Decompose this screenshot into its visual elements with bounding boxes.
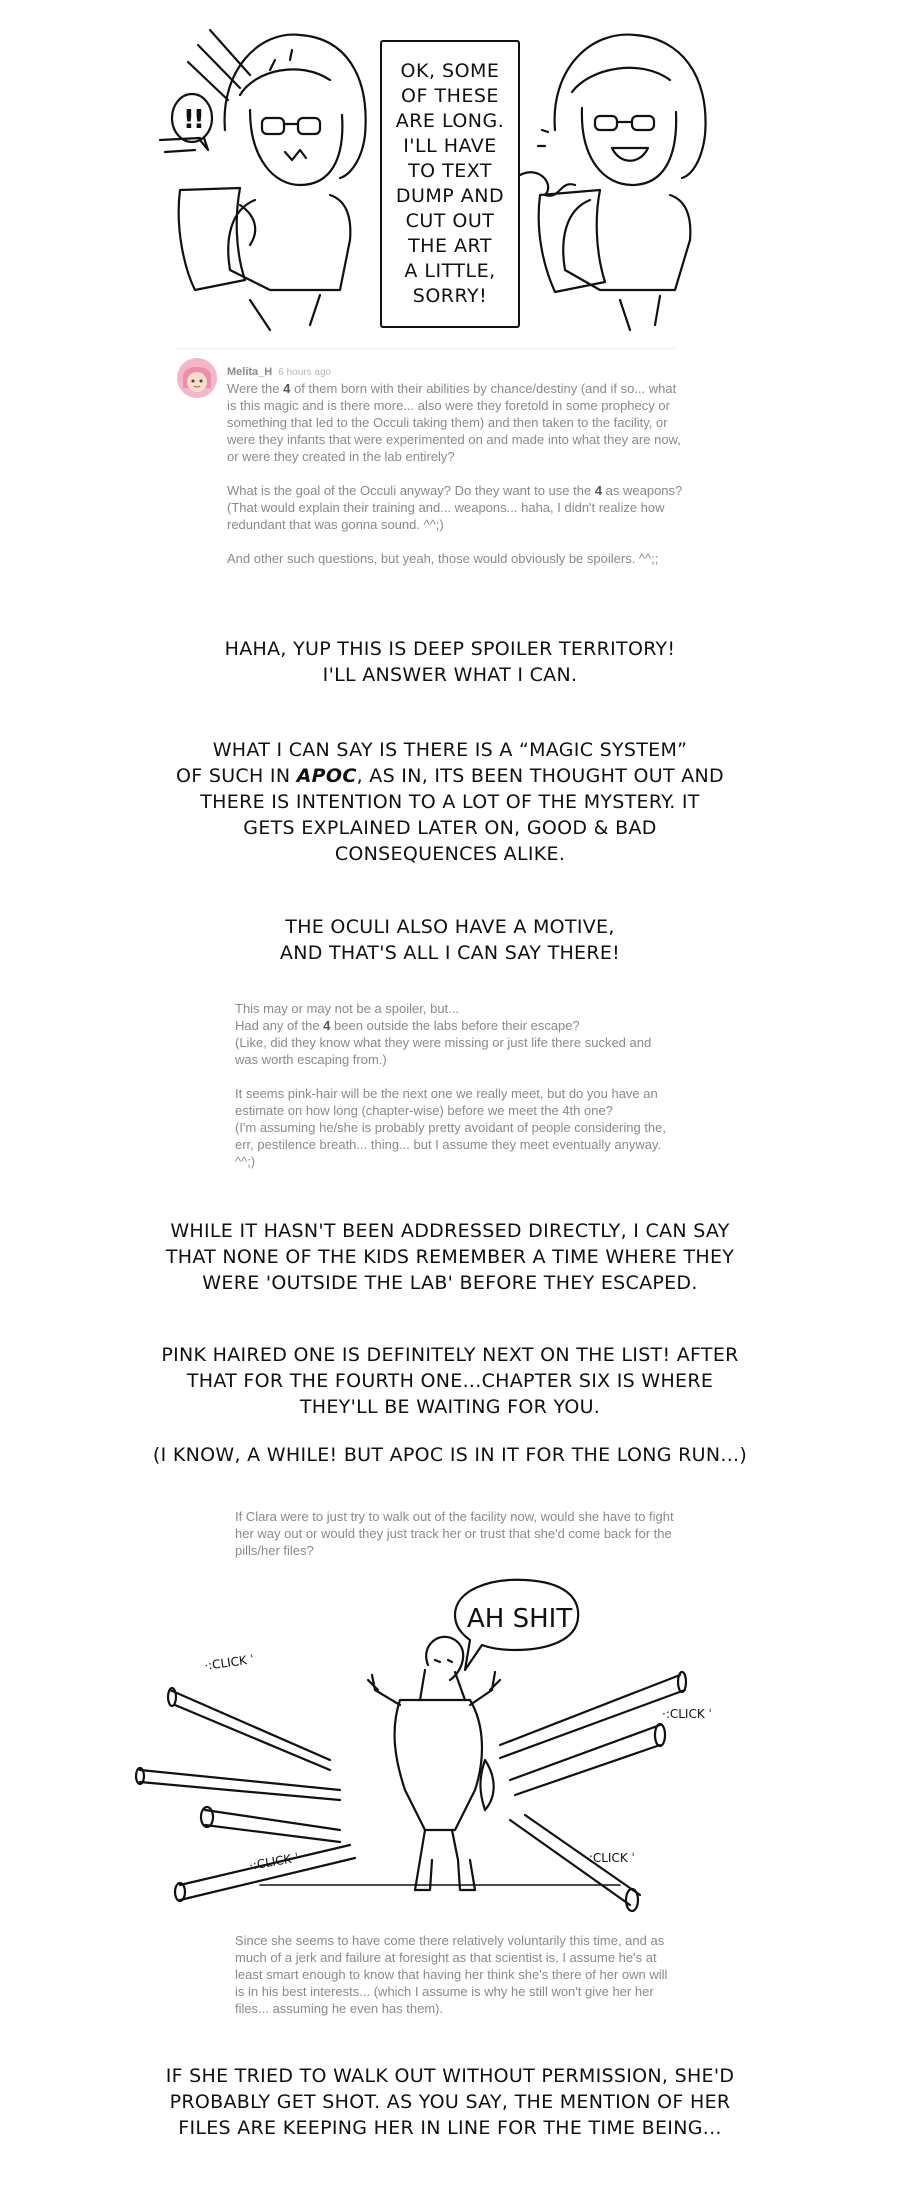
comment-4-text: Since she seems to have come there relatively voluntarily this time, and as much of a jerk and failure at foresight as that scientist is, I assume he's at least smart enough to know that having her think she's there of her own will is in his best interests... (which I assume is why he still won't give her her files... assuming he even has them). [235, 1933, 668, 2016]
answer-6 [80, 2063, 820, 2141]
click-sfx-3: ·:CLICK ˈ [248, 1850, 300, 1873]
answer-text: , AS IN, ITS BEEN THOUGHT OUT AND [356, 765, 724, 787]
answer-line: THE OCULI ALSO HAVE A MOTIVE, [285, 916, 615, 938]
answer-line: WHAT I CAN SAY IS THERE IS A “MAGIC SYSTEM” [212, 739, 688, 761]
answer-line: CONSEQUENCES ALIKE. [334, 843, 566, 865]
answer-line: (I KNOW, A WHILE! BUT APOC IS IN IT FOR THE LONG RUN...) [152, 1444, 748, 1466]
answer-4 [80, 1218, 820, 1296]
comment-time: 6 hours ago [278, 367, 332, 378]
comment-3 [235, 1508, 675, 1576]
answer-line: HAHA, YUP THIS IS DEEP SPOILER TERRITORY! [224, 638, 676, 660]
answer-line: THEY'LL BE WAITING FOR YOU. [299, 1396, 601, 1418]
comment-1 [227, 380, 685, 584]
comment-number: 4 [283, 381, 291, 396]
answer-line: PINK HAIRED ONE IS DEFINITELY NEXT ON THE LIST! AFTER [161, 1344, 739, 1366]
answer-line: WERE 'OUTSIDE THE LAB' BEFORE THEY ESCAPED. [202, 1272, 698, 1294]
comment-4 [235, 1932, 675, 2034]
comment-2-para-2: It seems pink-hair will be the next one we really meet, but do you have an estimate on how long (chapter-wise) before we meet the 4th one? (I'm assuming he/she is probably pretty avoidant of people considering the, err, pestilence breath... thing... but I assume they meet eventually anyway. ^^;) [235, 1086, 667, 1169]
avatar-face-icon [177, 358, 217, 398]
answer-line: THAT FOR THE FOURTH ONE...CHAPTER SIX IS WHERE [186, 1370, 714, 1392]
comment-number: 4 [323, 1018, 331, 1033]
right-character [520, 35, 706, 330]
click-sfx-4: ·:CLICK ˈ [585, 1851, 635, 1865]
comment-1-para-1 [227, 380, 685, 465]
comment-text: as weapons? (That would explain their training and... weapons... haha, I didn't realize how redundant that was gonna sound. ^^;) [227, 483, 683, 532]
username[interactable]: Melita_H [227, 366, 273, 378]
comment-header [227, 360, 331, 379]
comment-text: What is the goal of the Occuli anyway? Do they want to use the [227, 483, 595, 498]
click-sfx-1: ·:CLICK ˈ [203, 1652, 255, 1673]
exclamation-bubble [172, 94, 212, 150]
ah-shit-text: AH SHIT [467, 1604, 573, 1634]
answer-line: IF SHE TRIED TO WALK OUT WITHOUT PERMISSION, SHE'D [165, 2065, 735, 2087]
comment-text: This may or may not be a spoiler, but... Had any of the [235, 1001, 459, 1033]
clara-figure [368, 1637, 500, 1890]
answer-line: GETS EXPLAINED LATER ON, GOOD & BAD [243, 817, 657, 839]
comment-text: of them born with their abilities by chance/destiny (and if so... what is this magic and is there more... also were they foretold in some prophecy or something that led to the Occuli taking them) and then taken to the facility, or were they infants that were experimented on and made into what they are now, or were they created in the lab entirely? [227, 381, 681, 464]
motion-lines [160, 30, 250, 152]
answer-line [80, 763, 820, 789]
apoc-title: APOC [296, 765, 357, 787]
speech-box [380, 40, 520, 328]
comment-2-para-1 [235, 1000, 675, 1068]
comment-number: 4 [594, 483, 603, 498]
answer-line: AND THAT'S ALL I CAN SAY THERE! [279, 942, 621, 964]
avatar[interactable] [177, 358, 217, 398]
click-sfx-2: ·:CLICK ˈ [662, 1707, 712, 1721]
answer-1 [80, 636, 820, 688]
rifle-left-mid [136, 1768, 340, 1800]
speech-box-text: OK, SOME OF THESE ARE LONG. I'LL HAVE TO TEXT DUMP AND CUT OUT THE ART A LITTLE, SORRY! [395, 60, 505, 307]
answer-2 [80, 737, 820, 867]
rifle-right-mid [510, 1724, 665, 1795]
comment-2 [235, 1000, 675, 1187]
exclamation-mark: ! [183, 105, 195, 135]
answer-3 [80, 914, 820, 966]
comment-1-para-2 [227, 482, 685, 533]
answer-line: WHILE IT HASN'T BEEN ADDRESSED DIRECTLY, I CAN SAY [170, 1220, 730, 1242]
answer-line: FILES ARE KEEPING HER IN LINE FOR THE TIME BEING... [178, 2117, 722, 2139]
answer-line: PROBABLY GET SHOT. AS YOU SAY, THE MENTION OF HER [169, 2091, 731, 2113]
exclamation-mark-2: ! [193, 105, 205, 135]
rifle-right-top [500, 1672, 686, 1758]
comment-text: Were the [227, 381, 284, 396]
answer-line: THERE IS INTENTION TO A LOT OF THE MYSTERY. IT [200, 791, 700, 813]
answer-line: I'LL ANSWER WHAT I CAN. [322, 664, 578, 686]
comment-1-para-3: And other such questions, but yeah, those would obviously be spoilers. ^^;; [227, 551, 659, 566]
rifle-left-top [168, 1688, 330, 1770]
comment-separator [175, 348, 675, 349]
comment-text: been outside the labs before their escape? (Like, did they know what they were missing or just life there sucked and was worth escaping from.) [235, 1018, 652, 1067]
rifle-left-bottom [175, 1845, 355, 1901]
rifle-right-bottom [510, 1815, 640, 1911]
answer-line: THAT NONE OF THE KIDS REMEMBER A TIME WHERE THEY [165, 1246, 735, 1268]
rifle-left-low [201, 1807, 340, 1842]
comment-3-text: If Clara were to just try to walk out of the facility now, would she have to fight her way out or would they just track her or trust that she'd come back for the pills/her files? [235, 1509, 674, 1558]
ah-shit-bubble [455, 1580, 578, 1670]
answer-5 [80, 1342, 820, 1468]
answer-text: OF SUCH IN [176, 765, 297, 787]
